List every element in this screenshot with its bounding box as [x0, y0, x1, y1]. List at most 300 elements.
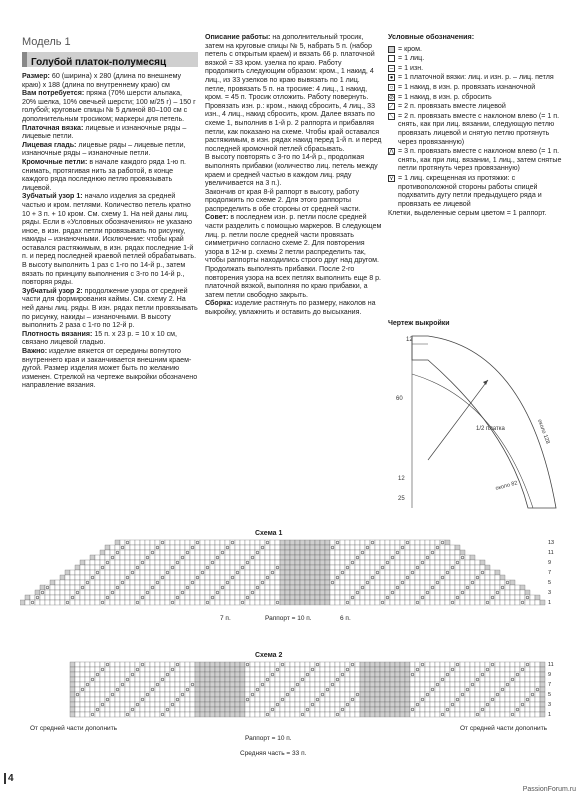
chart-cell	[295, 707, 300, 712]
chart-cell	[35, 600, 40, 605]
chart-cell	[300, 707, 305, 712]
chart-cell	[115, 580, 120, 585]
chart-cell	[515, 677, 520, 682]
chart-cell	[75, 662, 80, 667]
chart-cell	[350, 677, 355, 682]
chart-cell	[425, 570, 430, 575]
chart-cell	[130, 540, 135, 545]
chart-cell	[405, 540, 410, 545]
chart-cell	[115, 682, 120, 687]
chart-cell	[350, 712, 355, 717]
chart-cell	[405, 590, 410, 595]
chart-cell	[235, 555, 240, 560]
chart-cell	[340, 712, 345, 717]
chart-cell	[290, 560, 295, 565]
chart-cell	[365, 540, 370, 545]
paragraph-text: В высоту повторять с 3-го по 14-й р., продолжая выполнять прибавки (количество лиц. петель между краем и средней частью в каждом лиц. ряду увеличивается на 3 п.).	[205, 153, 378, 188]
chart-cell	[430, 712, 435, 717]
chart-cell	[385, 600, 390, 605]
chart-cell	[280, 565, 285, 570]
chart-cell	[415, 662, 420, 667]
chart-cell	[525, 707, 530, 712]
chart-cell	[125, 677, 130, 682]
chart-cell	[415, 590, 420, 595]
chart-cell	[440, 677, 445, 682]
chart-cell	[170, 712, 175, 717]
chart-cell	[265, 677, 270, 682]
chart-cell	[470, 707, 475, 712]
chart-cell	[360, 585, 365, 590]
chart-cell	[265, 545, 270, 550]
chart-cell	[460, 560, 465, 565]
chart-cell	[410, 662, 415, 667]
chart-cell	[25, 595, 30, 600]
chart-cell	[360, 687, 365, 692]
chart-cell	[115, 687, 120, 692]
chart-cell	[170, 540, 175, 545]
chart-cell	[355, 667, 360, 672]
chart-cell	[125, 672, 130, 677]
chart-cell	[515, 595, 520, 600]
chart-cell	[460, 555, 465, 560]
chart-cell	[390, 555, 395, 560]
chart-cell	[125, 575, 130, 580]
chart-cell	[250, 545, 255, 550]
chart-cell	[335, 555, 340, 560]
chart-cell	[455, 667, 460, 672]
chart-cell	[150, 540, 155, 545]
chart-cell	[175, 667, 180, 672]
chart-cell	[390, 707, 395, 712]
chart-cell	[145, 712, 150, 717]
chart-cell	[450, 662, 455, 667]
chart-cell	[450, 697, 455, 702]
chart-cell	[300, 687, 305, 692]
chart-cell	[140, 672, 145, 677]
pattern-diagram	[388, 330, 568, 520]
chart-cell	[95, 590, 100, 595]
paragraph-text: на дополнительный тросик, затем на круговые спицы № 5, набрать 5 п. (набор петель с открытым краем) и вязать 66 р. платочной вязкой = 33 кром. узелка по краю. Работу продолжить следующим образом: кром., 1 накид, 4 лиц., из 33 узелков по краю вывязать по 1 лиц. петле, провязать 5 п. на тросике: 4 лиц., 1 накид, кром. = 45 п. Тросик отложить. Работу повернуть. Провязать изн. р.: кром., накид сбросить, 4 лиц., 33 изн., 4 лиц., накид сбросить, кром. Далее вязать по схеме 1, выполнив в 1-й р. 2 раппорта и прибавляя петли, как показано на схеме. Чтобы край оставался растяжимым, в изн. рядах накид перед 1-й п. и перед последней кромочной петлей сбрасывать.	[205, 33, 382, 153]
stitch-symbol-icon: ⊘	[389, 94, 395, 101]
chart-cell	[335, 560, 340, 565]
chart-cell	[485, 677, 490, 682]
chart-cell	[260, 600, 265, 605]
chart-cell	[155, 702, 160, 707]
chart-cell	[175, 692, 180, 697]
chart-cell	[195, 595, 200, 600]
chart-cell	[260, 570, 265, 575]
chart-cell	[520, 697, 525, 702]
chart-cell	[185, 687, 190, 692]
chart-cell	[380, 540, 385, 545]
chart-cell	[520, 712, 525, 717]
chart-cell	[185, 600, 190, 605]
chart-cell	[120, 600, 125, 605]
chart-cell	[140, 580, 145, 585]
chart-cell	[370, 662, 375, 667]
chart-cell	[70, 580, 75, 585]
chart-cell	[180, 677, 185, 682]
chart-cell	[230, 570, 235, 575]
paragraph	[22, 141, 198, 158]
chart-cell	[355, 555, 360, 560]
chart-cell	[275, 692, 280, 697]
chart-cell	[220, 692, 225, 697]
chart-cell	[175, 590, 180, 595]
chart-cell	[390, 697, 395, 702]
chart-cell	[440, 600, 445, 605]
chart-cell	[395, 595, 400, 600]
chart-cell	[115, 555, 120, 560]
chart-cell	[415, 595, 420, 600]
chart-cell	[400, 667, 405, 672]
chart-cell	[370, 697, 375, 702]
chart-cell	[335, 545, 340, 550]
chart-cell	[75, 600, 80, 605]
chart-cell	[415, 540, 420, 545]
chart-cell	[350, 702, 355, 707]
chart-cell	[385, 662, 390, 667]
chart-cell	[300, 580, 305, 585]
chart-cell	[275, 712, 280, 717]
chart-cell	[85, 682, 90, 687]
chart-cell	[480, 667, 485, 672]
chart-cell	[230, 585, 235, 590]
chart-cell	[110, 575, 115, 580]
chart-cell	[270, 677, 275, 682]
chart-cell	[270, 585, 275, 590]
chart-cell	[200, 550, 205, 555]
chart-cell	[70, 595, 75, 600]
chart-cell	[210, 600, 215, 605]
chart-label: Раппорт = 10 п.	[245, 735, 292, 742]
chart-cell	[425, 702, 430, 707]
chart-cell	[265, 595, 270, 600]
chart-cell	[360, 682, 365, 687]
chart-cell	[430, 560, 435, 565]
chart-cell	[260, 702, 265, 707]
chart-cell	[220, 575, 225, 580]
chart-cell	[495, 600, 500, 605]
chart-cell	[400, 662, 405, 667]
chart-cell	[330, 570, 335, 575]
chart-cell	[415, 550, 420, 555]
chart-cell	[400, 677, 405, 682]
chart-cell	[170, 590, 175, 595]
chart-cell	[80, 590, 85, 595]
chart-cell	[95, 667, 100, 672]
chart-cell	[530, 662, 535, 667]
legend-text: = 2 п. провязать вместе лицевой	[398, 102, 506, 111]
chart-cell	[280, 692, 285, 697]
chart-cell	[310, 687, 315, 692]
chart-cell	[495, 662, 500, 667]
chart-cell	[35, 590, 40, 595]
chart-cell	[355, 575, 360, 580]
chart-cell	[125, 702, 130, 707]
chart-cell	[240, 595, 245, 600]
chart-cell	[110, 545, 115, 550]
chart-cell	[115, 667, 120, 672]
chart-cell	[290, 555, 295, 560]
legend-text: Клетки, выделенные серым цветом = 1 раппорт.	[388, 209, 547, 218]
chart-cell	[390, 682, 395, 687]
chart-cell	[420, 662, 425, 667]
chart-cell	[400, 560, 405, 565]
chart-cell	[180, 580, 185, 585]
chart-cell	[430, 692, 435, 697]
chart-cell	[325, 565, 330, 570]
chart-cell	[515, 662, 520, 667]
chart-cell	[400, 545, 405, 550]
chart-cell	[230, 687, 235, 692]
chart-cell	[200, 585, 205, 590]
chart-cell	[495, 575, 500, 580]
chart-cell	[165, 692, 170, 697]
chart-cell	[200, 692, 205, 697]
chart-cell	[190, 707, 195, 712]
chart-cell	[170, 672, 175, 677]
chart-cell	[475, 595, 480, 600]
chart-cell	[90, 672, 95, 677]
chart-cell	[55, 595, 60, 600]
chart-cell	[430, 682, 435, 687]
chart-cell	[175, 662, 180, 667]
chart-cell	[195, 692, 200, 697]
chart-cell	[275, 560, 280, 565]
chart-cell	[390, 692, 395, 697]
chart-cell	[395, 672, 400, 677]
chart-cell	[255, 687, 260, 692]
chart-cell	[55, 600, 60, 605]
chart-cell	[345, 702, 350, 707]
chart-cell	[240, 555, 245, 560]
chart-cell	[325, 712, 330, 717]
chart-cell	[355, 672, 360, 677]
chart-cell	[100, 707, 105, 712]
chart-cell	[365, 712, 370, 717]
chart-cell	[430, 585, 435, 590]
chart-cell	[195, 667, 200, 672]
chart-cell	[115, 595, 120, 600]
chart-cell	[95, 712, 100, 717]
chart-cell	[370, 677, 375, 682]
chart-cell	[140, 697, 145, 702]
chart-cell	[255, 595, 260, 600]
chart-cell	[420, 575, 425, 580]
chart-cell	[160, 545, 165, 550]
chart-cell	[225, 570, 230, 575]
chart-cell	[400, 712, 405, 717]
chart-cell	[195, 682, 200, 687]
chart-cell	[285, 672, 290, 677]
chart-cell	[275, 687, 280, 692]
chart-cell	[135, 565, 140, 570]
chart-cell	[425, 662, 430, 667]
chart-cell	[115, 600, 120, 605]
chart-cell	[510, 702, 515, 707]
chart-cell	[140, 600, 145, 605]
chart-cell	[305, 702, 310, 707]
chart-cell	[355, 580, 360, 585]
chart-cell	[160, 570, 165, 575]
chart-cell	[250, 692, 255, 697]
chart-cell	[145, 667, 150, 672]
chart-cell	[155, 672, 160, 677]
chart-cell	[350, 600, 355, 605]
chart-cell	[180, 702, 185, 707]
chart-label: 7 п.	[220, 615, 231, 622]
chart-cell	[425, 555, 430, 560]
chart-cell	[75, 692, 80, 697]
chart-cell	[60, 595, 65, 600]
outer-edge-label: около 128	[536, 418, 551, 445]
chart-cell	[115, 692, 120, 697]
chart-cell	[385, 575, 390, 580]
chart-cell	[265, 707, 270, 712]
chart-cell	[165, 580, 170, 585]
chart-cell	[260, 590, 265, 595]
chart-cell	[425, 550, 430, 555]
chart-cell	[530, 672, 535, 677]
chart-cell	[110, 712, 115, 717]
chart-cell	[370, 702, 375, 707]
chart-cell	[490, 712, 495, 717]
chart-cell	[155, 585, 160, 590]
chart-cell	[480, 692, 485, 697]
chart-cell	[85, 600, 90, 605]
chart-cell	[135, 697, 140, 702]
chart-cell	[180, 575, 185, 580]
chart-cell	[375, 672, 380, 677]
direction-arrow	[428, 380, 488, 460]
chart-cell	[85, 677, 90, 682]
chart-cell	[135, 707, 140, 712]
chart-cell	[495, 697, 500, 702]
chart-cell	[395, 540, 400, 545]
chart-cell	[170, 595, 175, 600]
chart-cell	[260, 697, 265, 702]
chart-cell	[405, 687, 410, 692]
chart-cell	[130, 545, 135, 550]
chart-cell	[200, 697, 205, 702]
chart-cell	[185, 667, 190, 672]
chart-cell	[370, 600, 375, 605]
chart-cell	[105, 677, 110, 682]
chart-cell	[130, 692, 135, 697]
chart-cell	[460, 707, 465, 712]
chart-cell	[415, 677, 420, 682]
chart-cell	[255, 672, 260, 677]
chart-cell	[205, 580, 210, 585]
chart-cell	[345, 555, 350, 560]
chart-cell	[240, 662, 245, 667]
chart-cell	[250, 585, 255, 590]
chart-cell	[230, 550, 235, 555]
chart-cell	[315, 707, 320, 712]
chart-cell	[330, 667, 335, 672]
chart-cell	[80, 677, 85, 682]
chart-cell	[170, 560, 175, 565]
paragraph-text: В высоту выполнить 1 раз с 1-го по 14-й р., затем вязать по принципу выполнения с 3-го по 14-й р., повторяя ряды.	[22, 261, 186, 287]
chart-cell	[190, 560, 195, 565]
chart-cell	[515, 682, 520, 687]
chart-cell	[165, 565, 170, 570]
chart-cell	[420, 667, 425, 672]
chart-cell	[75, 677, 80, 682]
chart-cell	[375, 560, 380, 565]
chart-cell	[470, 575, 475, 580]
chart-cell	[520, 585, 525, 590]
chart-cell	[380, 692, 385, 697]
chart-cell	[500, 692, 505, 697]
chart-cell	[495, 692, 500, 697]
chart-cell	[280, 712, 285, 717]
chart-cell	[300, 570, 305, 575]
chart-cell	[405, 712, 410, 717]
chart-cell	[150, 702, 155, 707]
chart-cell	[225, 580, 230, 585]
chart-cell	[260, 707, 265, 712]
chart-cell	[160, 692, 165, 697]
chart-cell	[210, 692, 215, 697]
chart-cell	[285, 692, 290, 697]
chart-cell	[395, 550, 400, 555]
chart-cell	[365, 570, 370, 575]
chart-cell	[145, 662, 150, 667]
chart-cell	[285, 550, 290, 555]
chart-cell	[295, 712, 300, 717]
chart-cell	[425, 600, 430, 605]
chart-cell	[390, 585, 395, 590]
chart-cell	[320, 550, 325, 555]
chart-cell	[410, 570, 415, 575]
chart-cell	[330, 580, 335, 585]
chart-cell	[230, 540, 235, 545]
chart-cell	[80, 667, 85, 672]
chart-cell	[225, 682, 230, 687]
chart-cell	[390, 540, 395, 545]
chart-cell	[325, 682, 330, 687]
chart-cell	[190, 540, 195, 545]
chart-cell	[340, 540, 345, 545]
chart-cell	[475, 692, 480, 697]
chart-cell	[140, 590, 145, 595]
chart-cell	[295, 677, 300, 682]
chart-cell	[255, 590, 260, 595]
chart-cell	[410, 677, 415, 682]
chart-cell	[185, 692, 190, 697]
chart-cell	[385, 682, 390, 687]
chart-cell	[300, 667, 305, 672]
chart-cell	[245, 590, 250, 595]
chart-cell	[505, 697, 510, 702]
chart-cell	[200, 590, 205, 595]
chart-cell	[325, 707, 330, 712]
chart-cell	[255, 697, 260, 702]
chart-cell	[190, 677, 195, 682]
chart-cell	[425, 565, 430, 570]
scheme1-chart	[20, 538, 565, 628]
chart-cell	[305, 662, 310, 667]
paragraph	[22, 72, 198, 89]
chart-cell	[155, 575, 160, 580]
chart-cell	[220, 682, 225, 687]
chart-cell	[360, 707, 365, 712]
chart-cell	[500, 712, 505, 717]
chart-cell	[285, 590, 290, 595]
chart-cell	[145, 687, 150, 692]
